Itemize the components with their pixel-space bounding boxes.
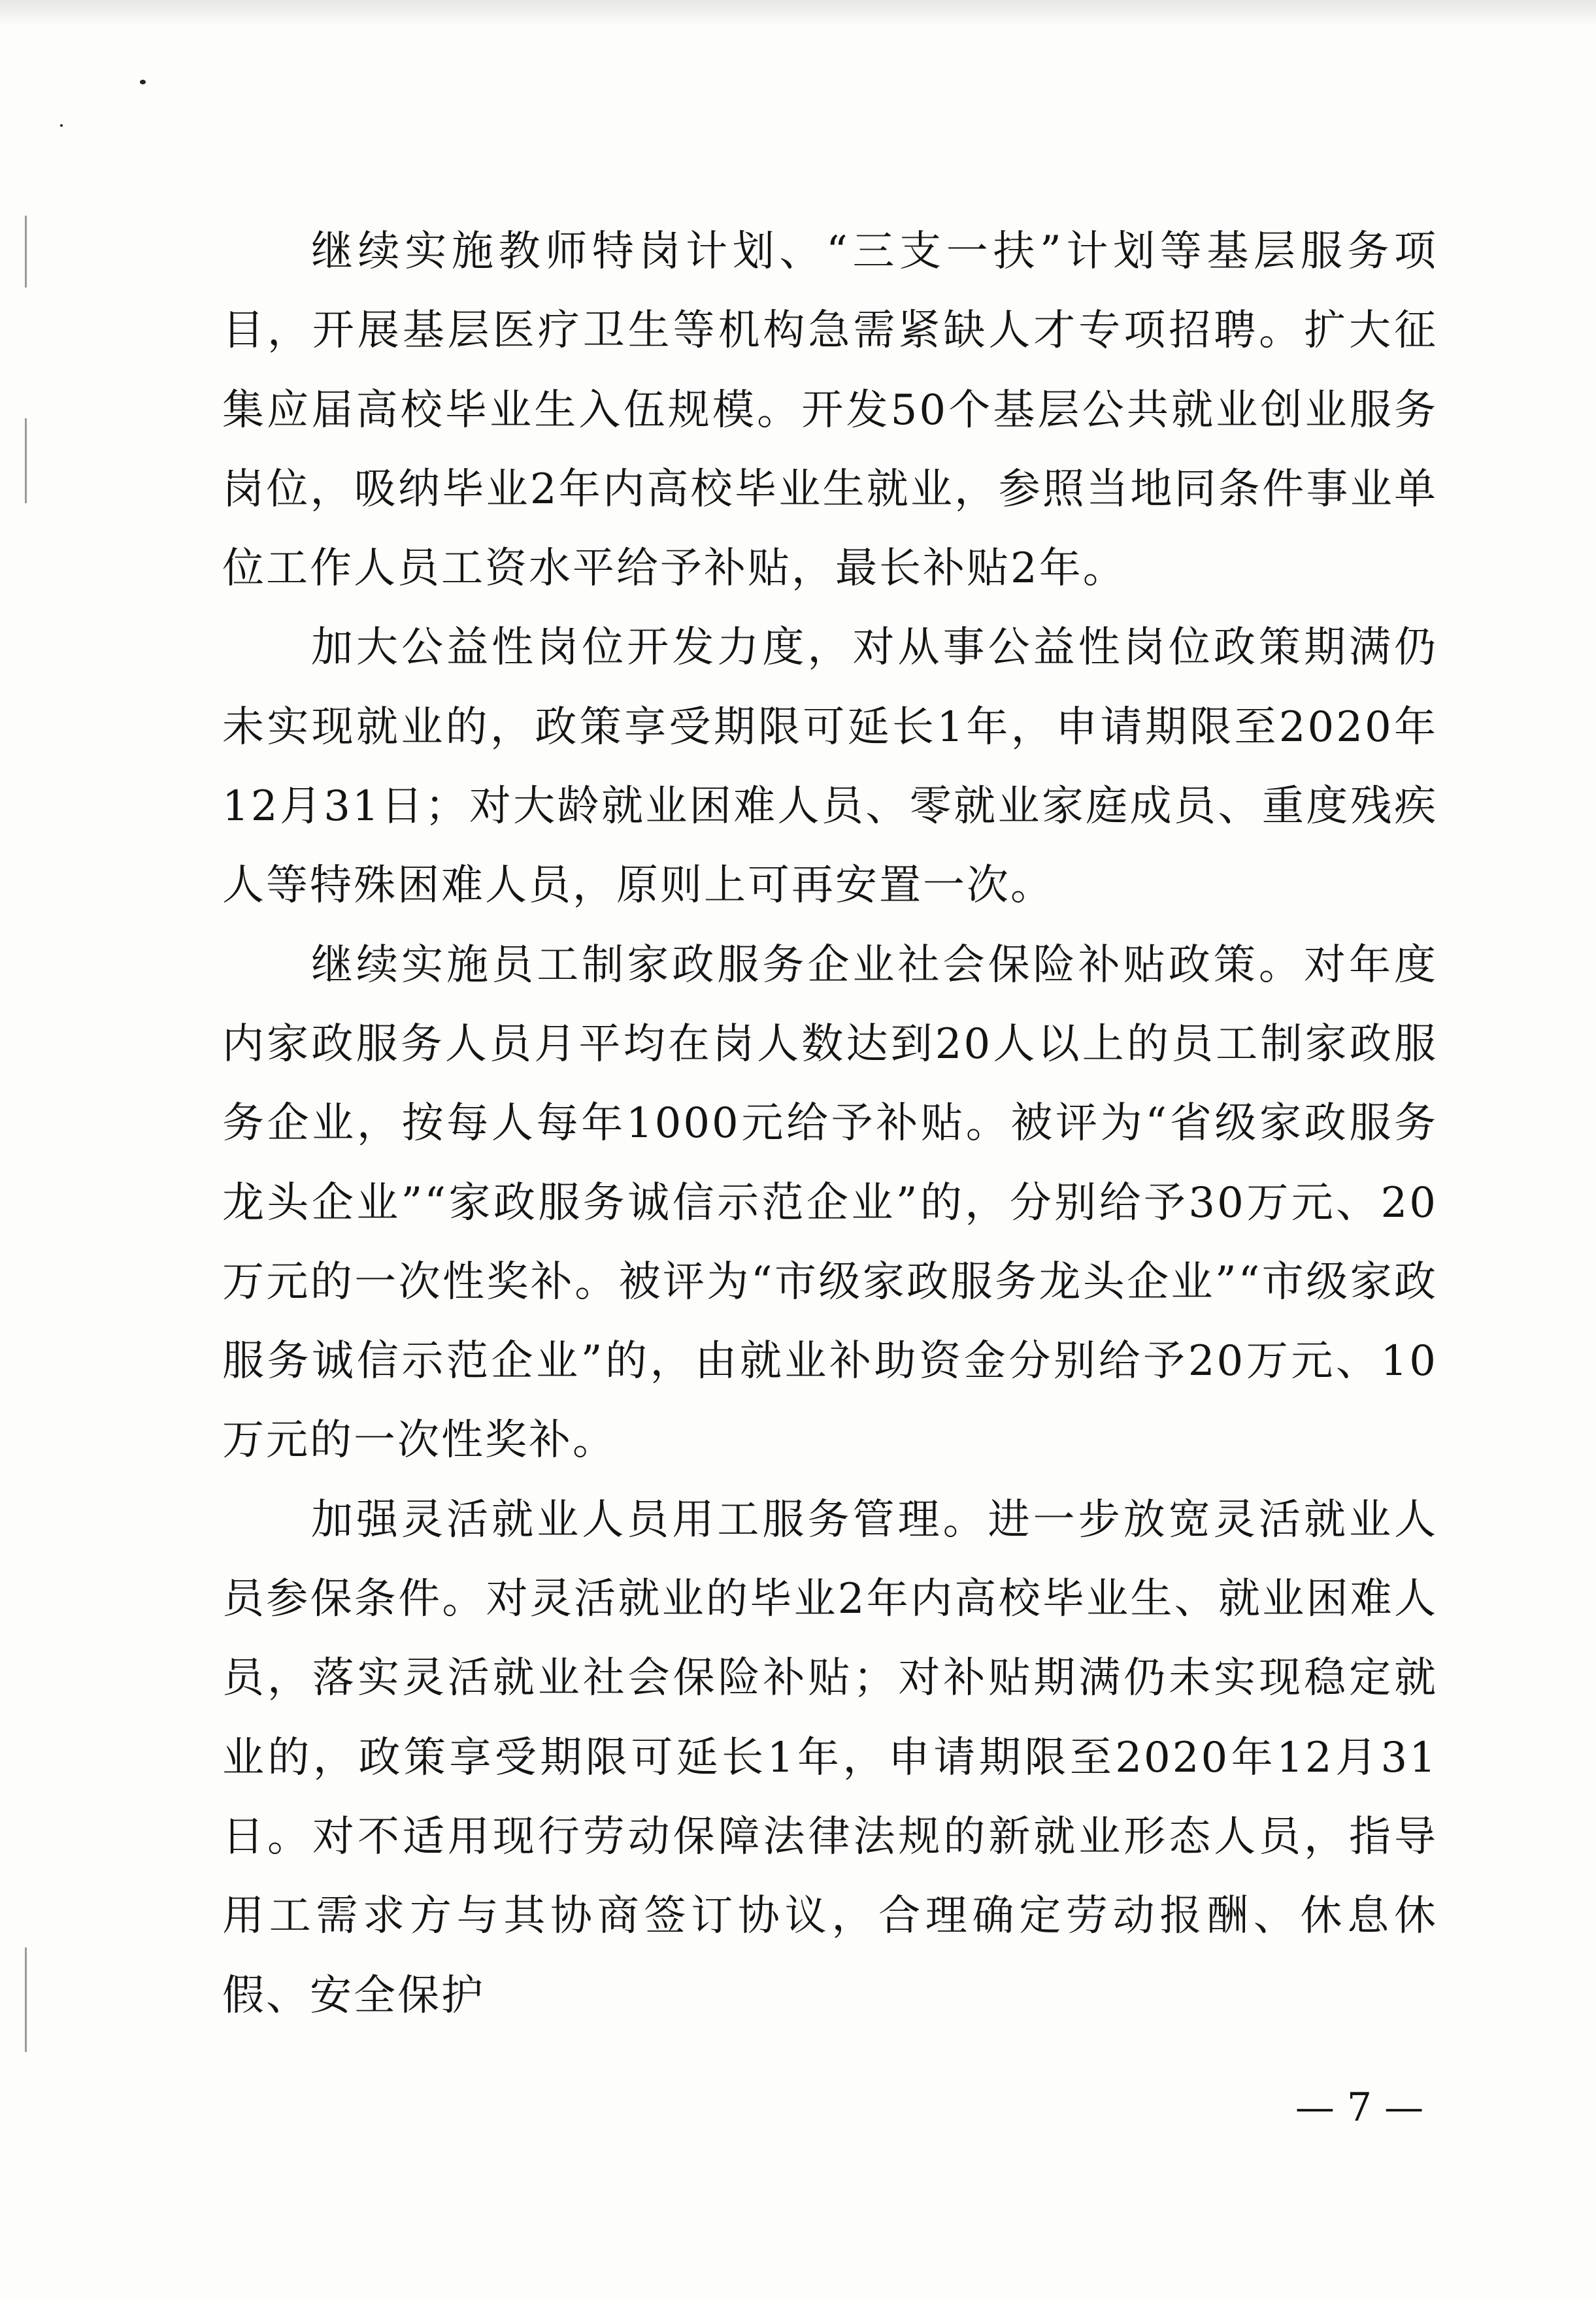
binding-edge-mark xyxy=(25,216,27,288)
page-number: — 7 — xyxy=(1295,2085,1424,2130)
paragraph: 继续实施员工制家政服务企业社会保险补贴政策。对年度内家政服务人员月平均在岗人数达到20人以上的员工制家政服务企业，按每人每年1000元给予补贴。被评为“省级家政服务龙头企业”“家政服务诚信示范企业”的，分别给予30万元、20万元的一次性奖补。被评为“市级家政服务龙头企业”“市级家政服务诚信示范企业”的，由就业补助资金分别给予20万元、10万元的一次性奖补。 xyxy=(222,940,1438,1465)
scan-edge-shadow xyxy=(0,0,1596,26)
scan-speck xyxy=(60,124,63,127)
paragraph: 继续实施教师特岗计划、“三支一扶”计划等基层服务项目，开展基层医疗卫生等机构急需紧缺人才专项招聘。扩大征集应届高校毕业生入伍规模。开发50个基层公共就业创业服务岗位，吸纳毕业2年内高校毕业生就业，参照当地同条件事业单位工作人员工资水平给予补贴，最长补贴2年。 xyxy=(222,227,1438,593)
paragraph: 加强灵活就业人员用工服务管理。进一步放宽灵活就业人员参保条件。对灵活就业的毕业2年内高校毕业生、就业困难人员，落实灵活就业社会保险补贴；对补贴期满仍未实现稳定就业的，政策享受期限可延长1年，申请期限至2020年12月31日。对不适用现行劳动保障法律法规的新就业形态人员，指导用工需求方与其协商签订协议，合理确定劳动报酬、休息休假、安全保护 xyxy=(222,1495,1438,2020)
scan-speck xyxy=(140,80,146,84)
body-text xyxy=(222,212,1438,2036)
binding-edge-mark xyxy=(25,1947,27,2052)
binding-edge-mark xyxy=(25,418,27,503)
paragraph: 加大公益性岗位开发力度，对从事公益性岗位政策期满仍未实现就业的，政策享受期限可延长1年，申请期限至2020年12月31日；对大龄就业困难人员、零就业家庭成员、重度残疾人等特殊困难人员，原则上可再安置一次。 xyxy=(222,623,1438,910)
